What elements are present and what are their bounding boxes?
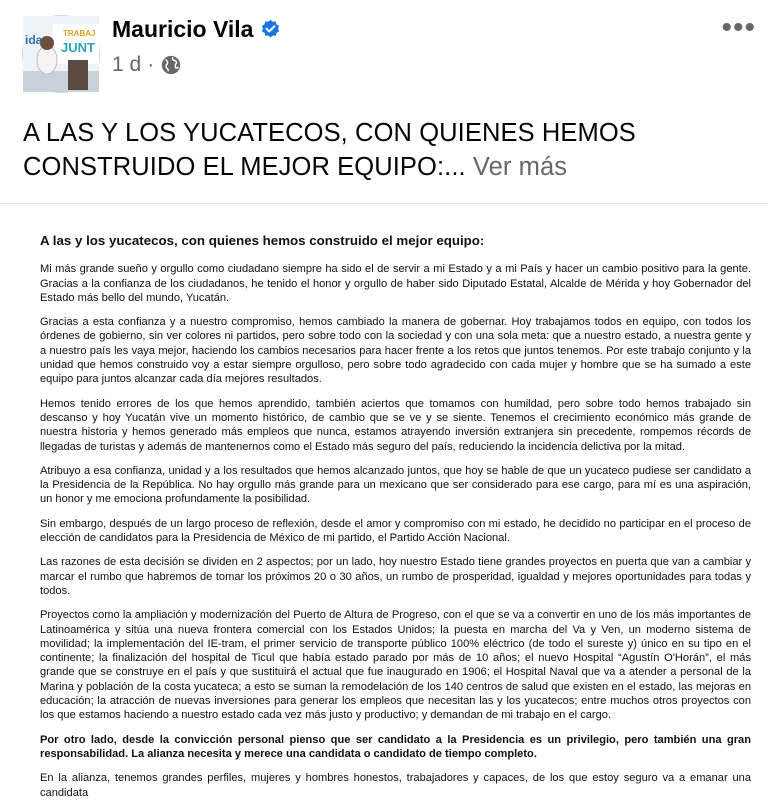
author-name-row — [112, 16, 281, 43]
attached-document-image[interactable] — [0, 203, 768, 799]
globe-icon[interactable] — [160, 54, 182, 76]
post-headline — [23, 116, 753, 184]
post-meta — [112, 53, 182, 77]
avatar-text-3: JUNT — [61, 40, 95, 55]
document-paragraph: En la alianza, tenemos grandes perfiles, mujeres y hombres honestos, trabajadores y capaces, de los que estoy seguro va a emanar una candidata — [40, 772, 751, 799]
document-paragraph: Sin embargo, después de un largo proceso de reflexión, desde el amor y compromiso con mi estado, he decidido no participar en el proceso de elección de candidatos para la Presidencia de México de mi partido, el Partido Acción Nacional. — [40, 517, 751, 545]
post-header — [0, 0, 768, 110]
document-paragraph: Gracias a esta confianza y a nuestro compromiso, hemos cambiado la manera de gobernar. Hoy trabajamos todos en equipo, con todos los órdenes de gobierno, sin ver colores ni partidos, pero sobre todo con la sociedad y con una sola meta: que a nuestro estado, a nuestra gente y a nuestro país les vaya mejor, haciendo los cambios necesarios para hacer frente a los retos que juntos tenemos. Por este trabajo conjunto y la unidad que hemos construido voy a estar siempre orgulloso, pero sobre todo agradecido con cada mujer y hombre que se ha sumado a este equipo para juntos alcanzar cada día mejores resultados. — [40, 316, 751, 386]
document-paragraph: Las razones de esta decisión se dividen en 2 aspectos; por un lado, hoy nuestro Estado tiene grandes proyectos en puerta que van a cambiar y marcar el rumbo que habremos de tomar los próximos 20 o 30 años, un rumbo de prosperidad, igualdad y mejores oportunidades para todas y todos. — [40, 556, 751, 597]
avatar-text-1: ida — [25, 33, 43, 47]
meta-separator: · — [147, 53, 155, 76]
document-paragraph: Por otro lado, desde la convicción personal pienso que ser candidato a la Presidencia es un privilegio, pero también una gran responsabilidad. La alianza necesita y merece una candidata o candidato de tiempo completo. — [40, 733, 751, 760]
avatar[interactable] — [22, 15, 100, 93]
document-body — [40, 234, 751, 810]
avatar-photo — [23, 16, 99, 92]
see-more-link[interactable]: Ver más — [472, 153, 568, 181]
headline-text: A LAS Y LOS YUCATECOS, CON QUIENES HEMOS CONSTRUIDO EL MEJOR EQUIPO:... — [23, 119, 636, 181]
post-time[interactable]: 1 d — [112, 53, 142, 76]
avatar-text-2: TRABAJ — [63, 29, 96, 38]
document-paragraph: Mi más grande sueño y orgullo como ciudadano siempre ha sido el de servir a mi Estado y a mi País y hacer un cambio positivo para la gente. Gracias a la confianza de los ciudadanos, he tenido el honor y orgullo de haber sido Diputado Estatal, Alcalde de Mérida y hoy Gobernador del Estado más bello del mundo, Yucatán. — [40, 263, 751, 304]
more-options-button[interactable]: ••• — [721, 11, 756, 44]
verified-badge-icon — [260, 19, 281, 40]
document-title: A las y los yucatecos, con quienes hemos construido el mejor equipo: — [40, 233, 485, 248]
document-paragraph: Proyectos como la ampliación y modernización del Puerto de Altura de Progreso, con el que se va a convertir en uno de los más importantes de Latinoamérica y sitúa una nueva frontera comercial con los Estados Unidos; la puesta en marcha del Va y Ven, un moderno sistema de movilidad; la implementación del IE-tram, el primer servicio de transporte público 100% eléctrico (de todo el sureste y) único en su tipo en el continente; la finalización del hospital de Ticul que había estado parado por más de 10 años; el nuevo Hospital “Agustín O'Horán”, el más grande que se construye en el país y que sustituirá el actual que fue inaugurado en 1906; el Hospital Naval que va a atender a personal de la Marina y población de la costa yucateca; a esto se suman la remodelación de los 140 centros de salud que existen en el estado, las mejoras en educación; la atracción de nuevas inversiones para generar los empleos que necesitan las y los yucatecos; entre muchos otros proyectos con los que estamos haciendo a nuestro estado cada vez más justo y productivo; y demandan de mi trabajo en el cargo. — [40, 609, 751, 722]
document-paragraph: Atribuyo a esa confianza, unidad y a los resultados que hemos alcanzado juntos, que hoy se hable de que un yucateco pudiese ser candidato a la Presidencia de la República. No hay orgullo más grande para un mexicano que ser considerado para ese cargo, para mí es una aspiración, un honor y me emociona profundamente la posibilidad. — [40, 464, 751, 506]
document-paragraph: Hemos tenido errores de los que hemos aprendido, también aciertos que tomamos con humildad, pero sobre todo hemos trabajado sin descanso y hoy Yucatán vive un momento histórico, de cambio que se ve y se siente. Tenemos el crecimiento económico más grande de nuestra historia y hemos generado más empleos que nunca, estamos atrayendo inversión extranjera sin precedente, rompemos récords de llegadas de turistas y además de mantenernos como el Estado más seguro del país, reduciendo la incidencia delictiva por la mitad. — [40, 397, 751, 453]
author-name[interactable]: Mauricio Vila — [112, 16, 254, 42]
